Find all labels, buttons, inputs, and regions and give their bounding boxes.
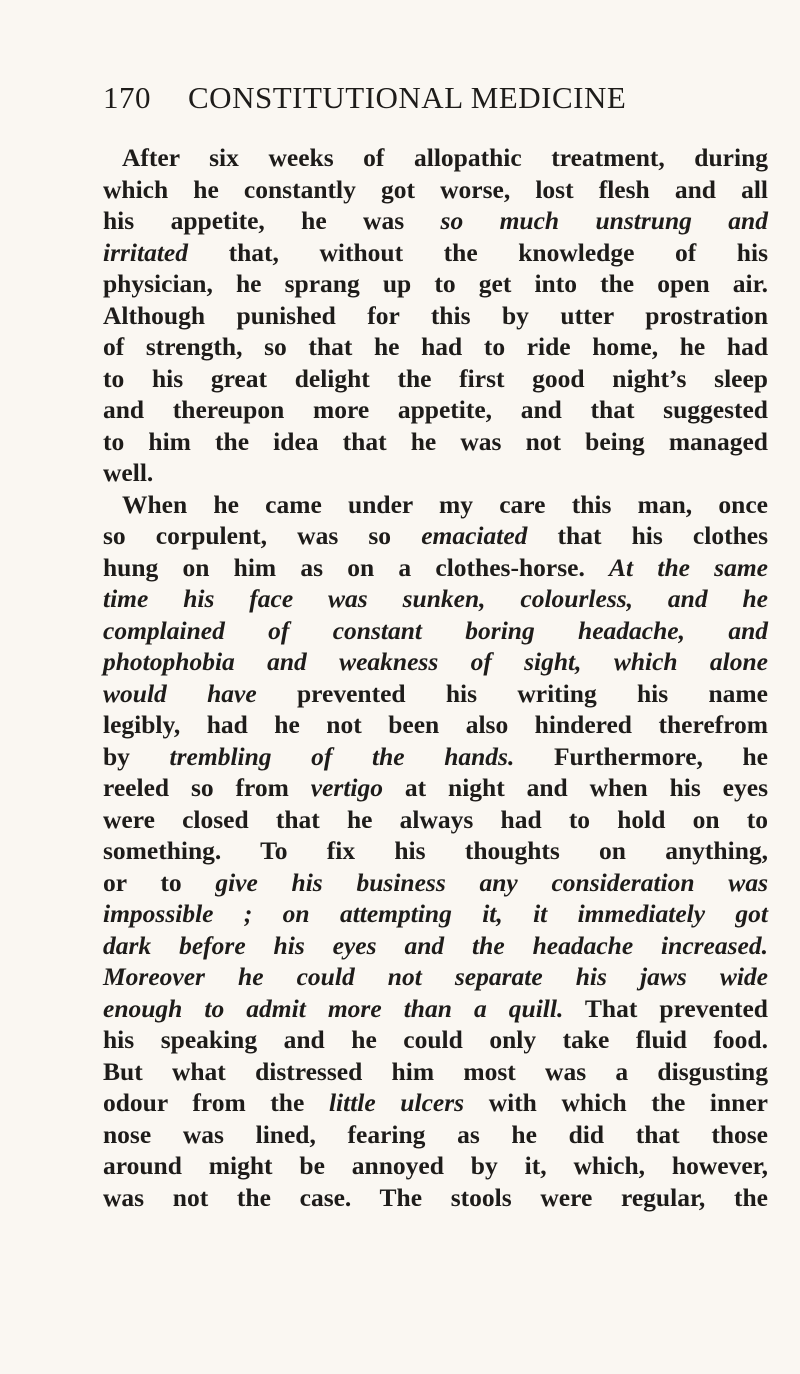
italic-text-segment: irritated <box>103 237 189 267</box>
italic-text-segment: enough to admit more than a quill. <box>103 993 564 1023</box>
text-segment: and thereupon more appetite, and that suggested <box>103 395 768 424</box>
text-segment: was not the case. The stools were regular, the <box>103 1182 768 1212</box>
text-line <box>103 205 768 237</box>
text-line <box>103 174 768 206</box>
text-segment: to his great delight the first good night’s sleep <box>103 363 768 393</box>
text-line <box>103 552 768 584</box>
text-segment: something. To fix his thoughts on anything, <box>103 836 768 865</box>
text-segment: That prevented <box>563 993 768 1023</box>
text-line <box>103 489 768 521</box>
text-line <box>103 615 768 647</box>
italic-text-segment: trembling of the hands. <box>169 741 515 771</box>
text-line <box>103 1150 768 1182</box>
text-segment: by <box>103 741 170 771</box>
body-text <box>103 142 768 1213</box>
text-segment: were closed that he always had to hold on to <box>103 804 768 834</box>
text-segment: at night and when his eyes <box>383 773 768 802</box>
text-line <box>103 1024 768 1056</box>
text-segment: When he came under my care this man, once <box>122 489 768 519</box>
text-segment: around might be annoyed by it, which, however, <box>103 1151 768 1180</box>
text-line <box>103 709 768 741</box>
text-segment: well. <box>103 458 154 487</box>
italic-text-segment: would have <box>103 678 257 708</box>
text-line <box>103 331 768 363</box>
text-line <box>103 867 768 899</box>
text-line <box>103 678 768 710</box>
italic-text-segment: time his face was sunken, colourless, and he <box>103 584 768 613</box>
text-segment: that, without the knowledge of his <box>188 237 768 267</box>
text-line <box>103 237 768 269</box>
page-number: 170 <box>103 80 151 115</box>
text-segment: to him the idea that he was not being managed <box>103 426 768 456</box>
italic-text-segment: dark before his eyes and the headache increased. <box>103 930 768 960</box>
text-line <box>103 394 768 426</box>
text-segment: his speaking and he could only take fluid food. <box>103 1025 768 1054</box>
text-line <box>103 898 768 930</box>
text-segment: Furthermore, he <box>514 741 768 771</box>
text-line <box>103 804 768 836</box>
italic-text-segment: give his business any consideration was <box>215 867 768 897</box>
text-segment: with which the inner <box>464 1088 768 1117</box>
text-segment: physician, he sprang up to get into the open air. <box>103 269 768 298</box>
text-segment: nose was lined, fearing as he did that those <box>103 1119 768 1149</box>
text-line <box>103 363 768 395</box>
text-line <box>103 1182 768 1214</box>
text-line <box>103 646 768 678</box>
text-line <box>103 835 768 867</box>
text-segment: of strength, so that he had to ride home, he had <box>103 332 768 361</box>
running-header <box>103 78 703 118</box>
text-line <box>103 268 768 300</box>
text-segment: prevented his writing his name <box>256 678 768 708</box>
text-line <box>103 1119 768 1151</box>
italic-text-segment: impossible ; on attempting it, it immediately got <box>103 899 768 928</box>
text-segment: or to <box>103 867 216 897</box>
text-line <box>103 300 768 332</box>
running-title: CONSTITUTIONAL MEDICINE <box>188 80 627 115</box>
text-segment: hung on him as on a clothes-horse. <box>103 552 610 582</box>
italic-text-segment: complained of constant boring headache, and <box>103 615 768 645</box>
text-line <box>103 142 768 174</box>
text-segment: But what distressed him most was a disgusting <box>103 1056 768 1086</box>
text-line <box>103 1056 768 1088</box>
text-line <box>103 457 768 489</box>
text-segment: legibly, had he not been also hindered therefrom <box>103 710 768 739</box>
italic-text-segment: so much unstrung and <box>440 206 768 235</box>
italic-text-segment: At the same <box>609 552 768 582</box>
text-line <box>103 961 768 993</box>
text-segment: After six weeks of allopathic treatment, during <box>122 143 768 172</box>
text-line <box>103 930 768 962</box>
italic-text-segment: emaciated <box>421 521 528 550</box>
italic-text-segment: photophobia and weakness of sight, which alone <box>103 647 768 676</box>
text-segment: which he constantly got worse, lost flesh and all <box>103 174 768 204</box>
text-segment: so corpulent, was so <box>103 521 422 550</box>
text-line <box>103 520 768 552</box>
text-line <box>103 426 768 458</box>
text-line <box>103 772 768 804</box>
text-segment: reeled so from <box>103 773 311 802</box>
text-line <box>103 1087 768 1119</box>
text-segment: that his clothes <box>527 521 768 550</box>
italic-text-segment: vertigo <box>310 773 383 802</box>
text-segment: his appetite, he was <box>103 206 441 235</box>
text-segment: Although punished for this by utter prostration <box>103 300 768 330</box>
text-line <box>103 583 768 615</box>
text-segment: odour from the <box>103 1088 329 1117</box>
italic-text-segment: little ulcers <box>328 1088 465 1117</box>
text-line <box>103 993 768 1025</box>
text-line <box>103 741 768 773</box>
italic-text-segment: Moreover he could not separate his jaws wide <box>103 962 768 991</box>
